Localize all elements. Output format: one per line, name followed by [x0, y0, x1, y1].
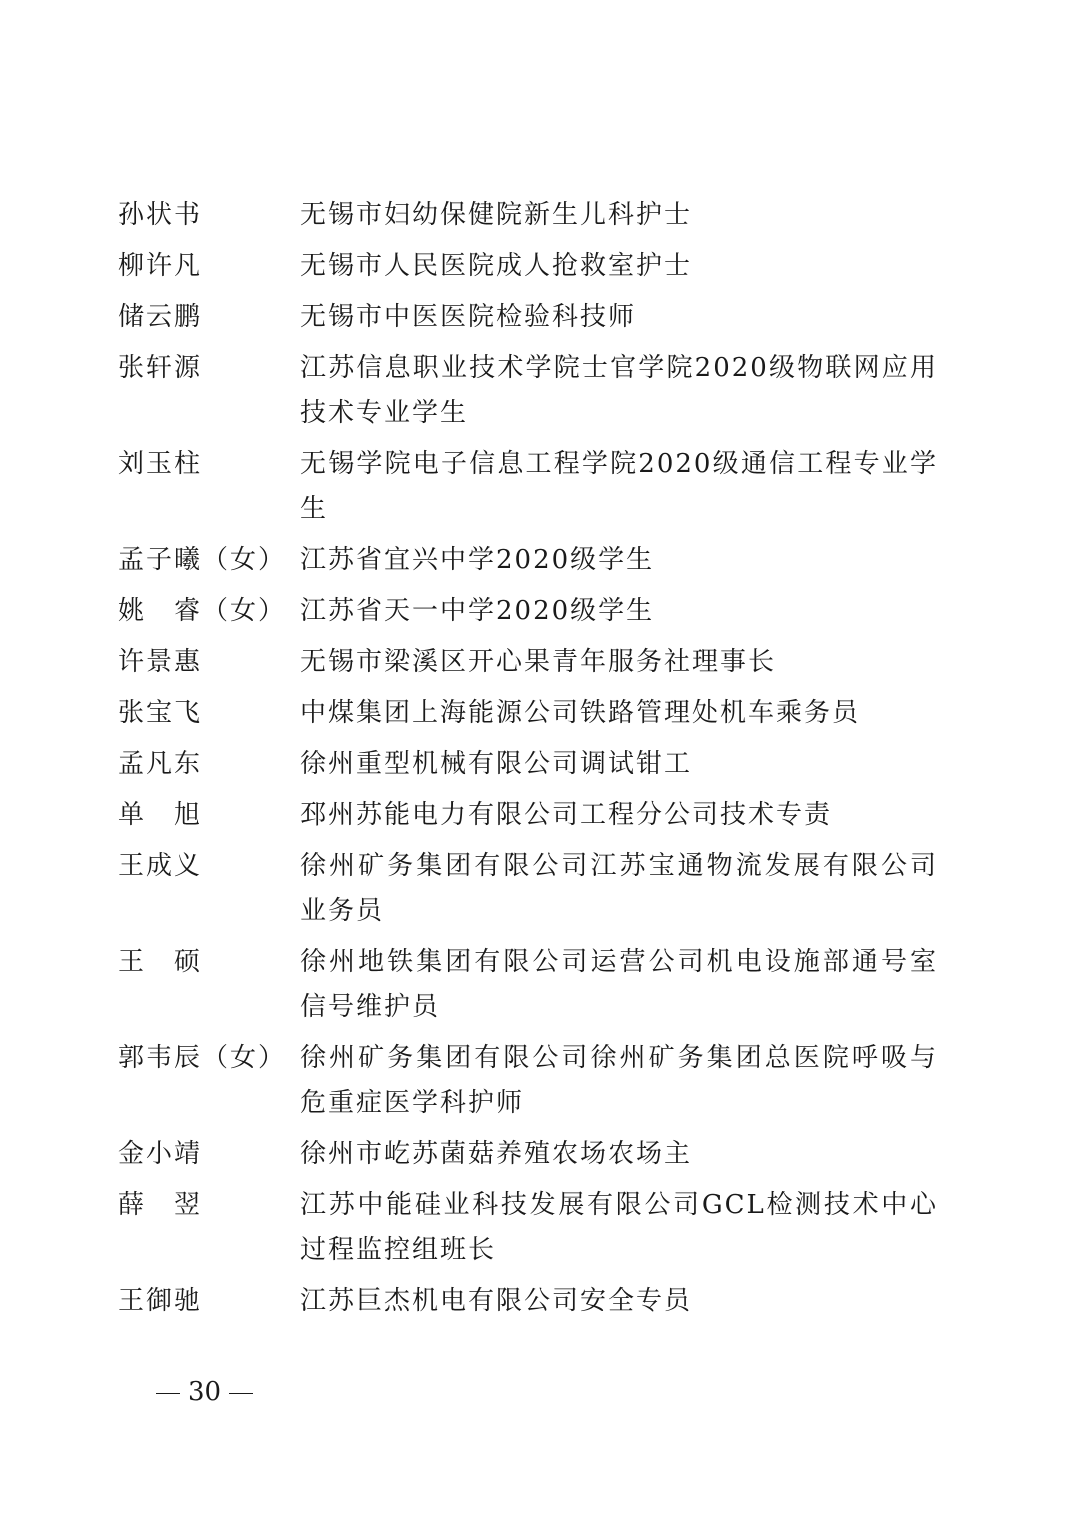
list-item: [118, 742, 938, 787]
person-description: 无锡市人民医院成人抢救室护士: [300, 251, 693, 281]
person-name: 单 旭: [118, 800, 203, 830]
list-item: [118, 844, 938, 934]
person-description: 江苏省天一中学2020级学生: [300, 596, 655, 626]
list-item: [118, 640, 938, 685]
person-description: 无锡市中医医院检验科技师: [300, 302, 637, 332]
person-name: 柳许凡: [118, 251, 203, 281]
person-description: 徐州地铁集团有限公司运营公司机电设施部通号室信号维护员: [300, 947, 938, 1022]
person-description: 邳州苏能电力有限公司工程分公司技术专责: [300, 800, 833, 830]
person-name: 王御驰: [118, 1286, 203, 1316]
list-item: [118, 589, 938, 634]
person-name: 孙状书: [118, 200, 203, 230]
person-description: 无锡学院电子信息工程学院2020级通信工程专业学生: [300, 449, 938, 524]
list-item: [118, 940, 938, 1030]
person-name: 张轩源: [118, 353, 203, 383]
person-description: 江苏中能硅业科技发展有限公司GCL检测技术中心过程监控组班长: [300, 1190, 938, 1265]
list-item: [118, 442, 938, 532]
person-description: 徐州矿务集团有限公司江苏宝通物流发展有限公司业务员: [300, 851, 938, 926]
list-item: [118, 295, 938, 340]
list-item: [118, 793, 938, 838]
person-name: 张宝飞: [118, 698, 203, 728]
person-description: 无锡市妇幼保健院新生儿科护士: [300, 200, 693, 230]
person-description: 中煤集团上海能源公司铁路管理处机车乘务员: [300, 698, 861, 728]
right-dash: [229, 1393, 253, 1394]
list-item: [118, 1183, 938, 1273]
page-footer: [148, 1372, 261, 1412]
left-dash: [156, 1393, 180, 1394]
person-name: 孟子曦（女）: [118, 545, 287, 575]
person-description: 徐州市屹苏菌菇养殖农场农场主: [300, 1139, 693, 1169]
person-name: 刘玉柱: [118, 449, 203, 479]
list-item: [118, 691, 938, 736]
person-name: 储云鹏: [118, 302, 203, 332]
list-item: [118, 244, 938, 289]
honoree-list: [118, 193, 938, 1330]
list-item: [118, 538, 938, 583]
person-name: 金小靖: [118, 1139, 203, 1169]
person-description: 江苏信息职业技术学院士官学院2020级物联网应用技术专业学生: [300, 353, 938, 428]
list-item: [118, 193, 938, 238]
person-name: 许景惠: [118, 647, 203, 677]
person-name: 孟凡东: [118, 749, 203, 779]
person-description: 无锡市梁溪区开心果青年服务社理事长: [300, 647, 777, 677]
person-name: 王成义: [118, 851, 203, 881]
person-name: 薛 翌: [118, 1190, 203, 1220]
person-description: 江苏省宜兴中学2020级学生: [300, 545, 655, 575]
list-item: [118, 1036, 938, 1126]
person-description: 江苏巨杰机电有限公司安全专员: [300, 1286, 693, 1316]
list-item: [118, 346, 938, 436]
person-name: 王 硕: [118, 947, 203, 977]
list-item: [118, 1279, 938, 1324]
person-name: 郭韦辰（女）: [118, 1043, 287, 1073]
page-number: 30: [188, 1377, 222, 1407]
person-description: 徐州矿务集团有限公司徐州矿务集团总医院呼吸与危重症医学科护师: [300, 1043, 938, 1118]
person-name: 姚 睿（女）: [118, 596, 287, 626]
list-item: [118, 1132, 938, 1177]
person-description: 徐州重型机械有限公司调试钳工: [300, 749, 693, 779]
